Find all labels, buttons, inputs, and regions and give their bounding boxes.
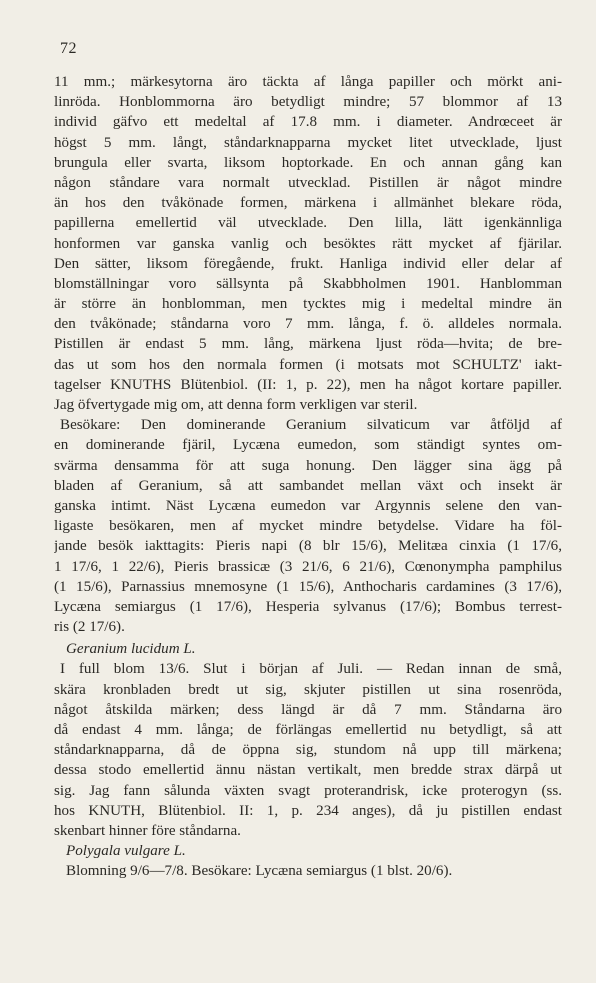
- text-line: ligaste besökaren, men af mycket mindre betydelse. Vidare ha föl-: [54, 518, 562, 535]
- text-line: brungula eller svarta, liksom hoptorkade. En och annan gång kan: [54, 154, 562, 171]
- text-line: då endast 4 mm. långa; de förlängas emellertid nu betydligt, så att: [54, 722, 562, 738]
- text-line: linröda. Honblommorna äro betydligt mindre; 57 blommor af 13: [54, 94, 562, 111]
- text-line: jande besök iakttagits: Pieris napi (8 blr 15/6), Melitæa cinxia (1 17/6,: [54, 538, 562, 555]
- species-heading: Geranium lucidum L.: [66, 641, 196, 658]
- text-line: svärma densamma för att suga honung. Den lägger sina ägg på: [54, 457, 562, 474]
- text-line: något åtskilda märken; dess längd är då 7 mm. Ståndarna äro: [54, 701, 562, 718]
- text-line: blomställningar voro sällsynta på Skabbholmen 1901. Hanblomman: [54, 275, 562, 292]
- text-line: skenbart hinner före ståndarna.: [54, 822, 241, 839]
- text-line: 1 17/6, 1 22/6), Pieris brassicæ (3 21/6, 6 21/6), Cœnonympha pamphilus: [54, 558, 562, 575]
- text-line: ståndarknapparna, då de öppna sig, stundom nå upp till märkena;: [54, 742, 562, 759]
- text-line: än hos den tvåkönade formen, märkena i allmänhet blekare röda,: [54, 195, 562, 212]
- text-line: sig. Jag fann sålunda växten svagt proterandrisk, icke proterogyn (ss.: [54, 782, 562, 799]
- species-heading: Polygala vulgare L.: [66, 843, 186, 860]
- text-line: Pistillen är endast 5 mm. lång, märkena ljust röda—hvita; de bre-: [54, 336, 562, 353]
- text-line: högst 5 mm. långt, ståndarknapparna mycket litet utvecklade, ljust: [54, 134, 562, 151]
- text-line: Den sätter, liksom föregående, frukt. Hanliga individ eller delar af: [54, 255, 562, 272]
- text-line: hos KNUTH, Blütenbiol. II: 1, p. 234 anges), då ju pistillen endast: [54, 802, 562, 819]
- page-number: 72: [60, 40, 77, 57]
- text-line: en dominerande fjäril, Lycæna eumedon, som ständigt syntes om-: [54, 437, 562, 454]
- text-line: tagelser KNUTHS Blütenbiol. (II: 1, p. 22), men ha något kortare papiller.: [54, 376, 562, 393]
- text-line: Lycæna semiargus (1 17/6), Hesperia sylvanus (17/6); Bombus terrest-: [54, 598, 562, 615]
- text-line: skära kronbladen bredt ut sig, skjuter pistillen ut sina rosenröda,: [54, 681, 562, 698]
- text-line: Jag öfvertygade mig om, att denna form verkligen var steril.: [54, 397, 418, 413]
- text-line: I full blom 13/6. Slut i början af Juli. — Redan innan de små,: [60, 661, 562, 678]
- text-line: dessa stodo emellertid ännu nästan vertikalt, men bredde strax därpå ut: [54, 762, 562, 779]
- text-line: honformen var ganska vanlig och besöktes rätt mycket af fjärilar.: [54, 235, 562, 252]
- text-line: 11 mm.; märkesytorna äro täckta af långa papiller och mörkt ani-: [54, 74, 562, 90]
- text-line: är större än honblomman, men tycktes mig i medeltal mindre än: [54, 296, 562, 313]
- text-line: någon ståndare vara normalt utvecklad. Pistillen är något mindre: [54, 174, 562, 191]
- body-text: [54, 72, 562, 882]
- text-line: Blomning 9/6—7/8. Besökare: Lycæna semiargus (1 blst. 20/6).: [66, 863, 453, 880]
- text-line: bladen af Geranium, så att sambandet mellan växt och insekt är: [54, 477, 562, 494]
- text-line: papillerna emellertid väl utvecklade. Den lilla, lätt igenkännliga: [54, 215, 562, 232]
- text-line: individ gäfvo ett medeltal af 17.8 mm. i diameter. Andrœceet är: [54, 114, 562, 131]
- text-line: den tvåkönade; ståndarna voro 7 mm. långa, f. ö. alldeles normala.: [54, 316, 562, 333]
- text-line: das ut som hos den normala formen (i motsats mot SCHULTZ' iakt-: [54, 356, 562, 373]
- text-line: (1 15/6), Parnassius mnemosyne (1 15/6), Anthocharis cardamines (3 17/6),: [54, 578, 562, 595]
- text-line: ganska intimt. Näst Lycæna eumedon var Argynnis selene den van-: [54, 497, 562, 514]
- text-line: ris (2 17/6).: [54, 619, 125, 636]
- text-line: Besökare: Den dominerande Geranium silvaticum var åtföljd af: [60, 417, 562, 434]
